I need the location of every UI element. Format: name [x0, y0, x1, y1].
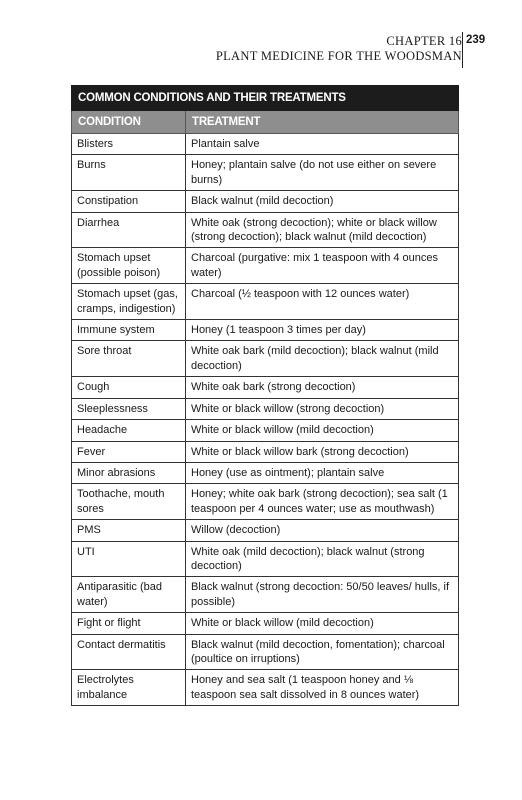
condition-cell: Stomach upset (possible poison) — [72, 248, 186, 284]
table-title: COMMON CONDITIONS AND THEIR TREATMENTS — [72, 86, 459, 111]
condition-cell: Cough — [72, 377, 186, 398]
condition-cell: Fight or flight — [72, 613, 186, 634]
treatment-cell: White oak (mild decoction); black walnut (strong decoction) — [186, 541, 459, 577]
table-row — [72, 441, 459, 462]
column-header-condition: CONDITION — [72, 111, 186, 134]
condition-cell: Antiparasitic (bad water) — [72, 577, 186, 613]
condition-cell: Electrolytes imbalance — [72, 670, 186, 706]
table-row — [72, 420, 459, 441]
header-divider — [462, 32, 463, 68]
table-header-row — [72, 111, 459, 134]
table-row — [72, 248, 459, 284]
treatment-cell: Plantain salve — [186, 134, 459, 155]
condition-cell: PMS — [72, 520, 186, 541]
treatment-cell: Black walnut (mild decoction) — [186, 191, 459, 212]
chapter-label: CHAPTER 16 — [386, 34, 462, 48]
condition-cell: Diarrhea — [72, 212, 186, 248]
table-row — [72, 670, 459, 706]
page-number: 239 — [466, 34, 486, 46]
treatment-cell: White oak (strong decoction); white or black willow (strong decoction); black walnut (mild decoction) — [186, 212, 459, 248]
treatment-cell: Willow (decoction) — [186, 520, 459, 541]
table-row — [72, 212, 459, 248]
treatment-cell: White oak bark (strong decoction) — [186, 377, 459, 398]
table-row — [72, 520, 459, 541]
condition-cell: Minor abrasions — [72, 462, 186, 483]
table-row — [72, 155, 459, 191]
condition-cell: Toothache, mouth sores — [72, 484, 186, 520]
treatment-cell: Black walnut (strong decoction: 50/50 leaves/ hulls, if possible) — [186, 577, 459, 613]
table-row — [72, 577, 459, 613]
treatment-cell: Honey; white oak bark (strong decoction); sea salt (1 teaspoon per 4 ounces water; use as mouthwash) — [186, 484, 459, 520]
condition-cell: Constipation — [72, 191, 186, 212]
table-row — [72, 284, 459, 320]
treatment-cell: Honey (1 teaspoon 3 times per day) — [186, 320, 459, 341]
condition-cell: Blisters — [72, 134, 186, 155]
treatment-cell: White or black willow bark (strong decoction) — [186, 441, 459, 462]
treatment-cell: Honey and sea salt (1 teaspoon honey and ⅛ teaspoon sea salt dissolved in 8 ounces water) — [186, 670, 459, 706]
condition-cell: Immune system — [72, 320, 186, 341]
treatment-cell: White or black willow (mild decoction) — [186, 613, 459, 634]
condition-cell: Headache — [72, 420, 186, 441]
treatment-cell: Honey; plantain salve (do not use either on severe burns) — [186, 155, 459, 191]
treatment-cell: Honey (use as ointment); plantain salve — [186, 462, 459, 483]
table-row — [72, 462, 459, 483]
condition-cell: Contact dermatitis — [72, 634, 186, 670]
condition-cell: Stomach upset (gas, cramps, indigestion) — [72, 284, 186, 320]
section-title: PLANT MEDICINE FOR THE WOODSMAN — [215, 49, 462, 63]
table-row — [72, 377, 459, 398]
condition-cell: Sleeplessness — [72, 398, 186, 419]
treatment-cell: Charcoal (½ teaspoon with 12 ounces water) — [186, 284, 459, 320]
condition-cell: UTI — [72, 541, 186, 577]
condition-cell: Burns — [72, 155, 186, 191]
table-row — [72, 484, 459, 520]
table-body — [72, 134, 459, 706]
table-row — [72, 613, 459, 634]
treatment-cell: Charcoal (purgative: mix 1 teaspoon with 4 ounces water) — [186, 248, 459, 284]
treatment-cell: White or black willow (mild decoction) — [186, 420, 459, 441]
table-row — [72, 398, 459, 419]
conditions-table — [71, 85, 459, 706]
table-row — [72, 341, 459, 377]
condition-cell: Fever — [72, 441, 186, 462]
running-head — [216, 34, 462, 64]
table-row — [72, 191, 459, 212]
table-row — [72, 134, 459, 155]
treatment-cell: White or black willow (strong decoction) — [186, 398, 459, 419]
table-row — [72, 634, 459, 670]
condition-cell: Sore throat — [72, 341, 186, 377]
table-row — [72, 320, 459, 341]
table-row — [72, 541, 459, 577]
treatment-cell: White oak bark (mild decoction); black walnut (mild decoction) — [186, 341, 459, 377]
treatment-cell: Black walnut (mild decoction, fomentation); charcoal (poultice on irruptions) — [186, 634, 459, 670]
column-header-treatment: TREATMENT — [186, 111, 459, 134]
table-title-row — [72, 86, 459, 111]
